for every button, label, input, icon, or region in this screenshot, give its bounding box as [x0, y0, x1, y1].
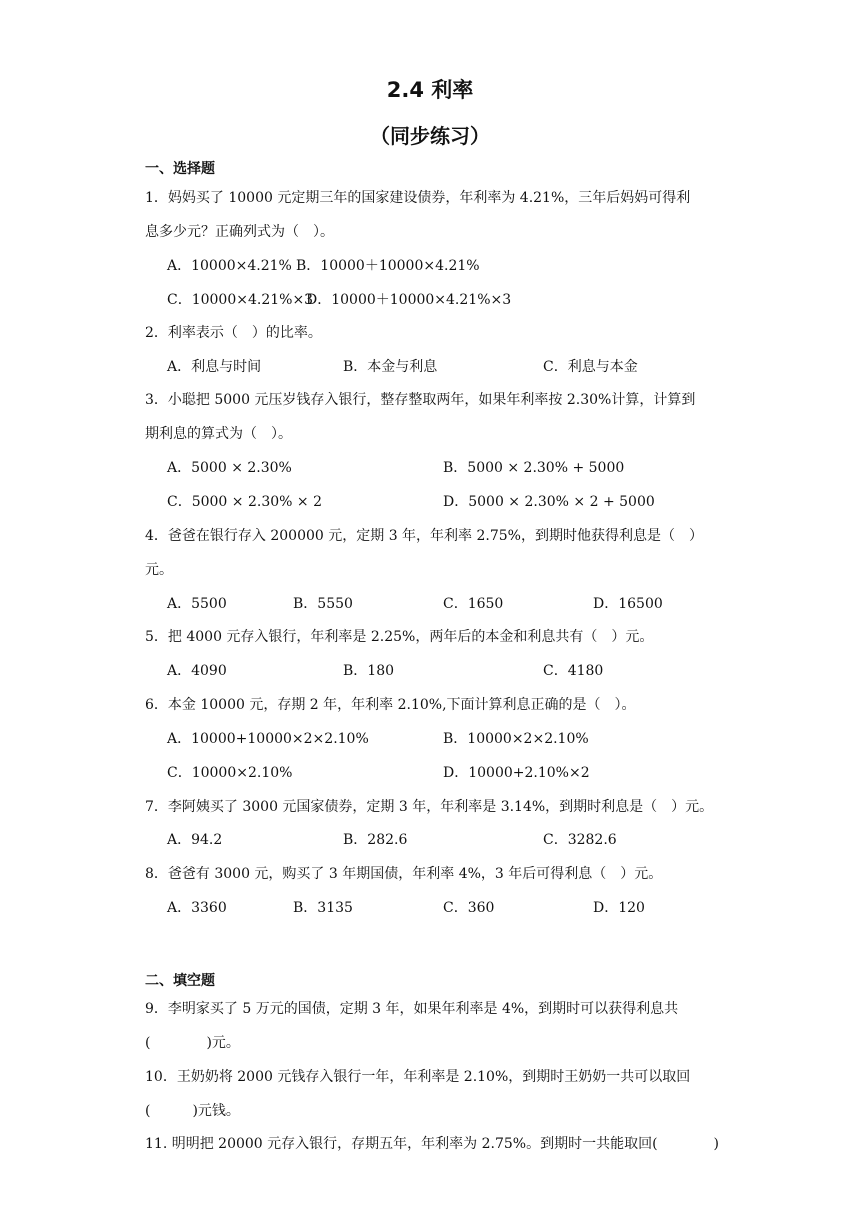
- question-11-text: 11. 明明把 20000 元存入银行，存期五年，年利率为 2.75%。到期时一共能取回( ): [145, 1136, 719, 1152]
- q1-option-c: C．10000×4.21%×3: [167, 292, 314, 308]
- question-3-text: 3．小聪把 5000 元压岁钱存入银行，整存整取两年，如果年利率按 2.30%计算，计算到: [145, 392, 696, 408]
- page-title: 2.4 利率: [386, 78, 474, 102]
- q7-option-c: C．3282.6: [543, 832, 617, 848]
- question-1-text-cont: 息多少元？正确列式为（ ）。: [145, 224, 334, 240]
- q6-option-d: D．10000+2.10%×2: [443, 765, 590, 781]
- q4-option-b: B．5550: [293, 596, 353, 612]
- q4-option-a: A．5500: [167, 596, 227, 612]
- q6-option-c: C．10000×2.10%: [167, 765, 293, 781]
- q5-option-a: A．4090: [167, 663, 227, 679]
- q7-option-a: A．94.2: [167, 832, 223, 848]
- question-4-text: 4．爸爸在银行存入 200000 元，定期 3 年，年利率 2.75%，到期时他获得利息是（ ）: [145, 528, 703, 544]
- question-8-text: 8．爸爸有 3000 元，购买了 3 年期国债，年利率 4%，3 年后可得利息（ ）元。: [145, 866, 663, 882]
- question-10-text-cont: ( )元钱。: [145, 1103, 240, 1119]
- q2-option-b: B．本金与利息: [343, 359, 438, 375]
- q5-option-b: B．180: [343, 663, 395, 679]
- q3-option-c: C．5000 × 2.30% × 2: [167, 494, 322, 510]
- question-6-text: 6．本金 10000 元，存期 2 年，年利率 2.10%,下面计算利息正确的是（ ）。: [145, 697, 636, 713]
- q7-option-b: B．282.6: [343, 832, 408, 848]
- q6-option-b: B．10000×2×2.10%: [443, 731, 589, 747]
- q1-option-d: D．10000＋10000×4.21%×3: [306, 292, 512, 308]
- question-3-text-cont: 期利息的算式为（ ）。: [145, 426, 292, 442]
- q1-option-a: A．10000×4.21%: [167, 258, 292, 274]
- question-9-text-cont: ( )元。: [145, 1035, 240, 1051]
- q8-option-d: D．120: [593, 900, 645, 916]
- q2-option-a: A．利息与时间: [167, 359, 262, 375]
- q5-option-c: C．4180: [543, 663, 604, 679]
- question-4-text-cont: 元。: [145, 562, 173, 578]
- q4-option-d: D．16500: [593, 596, 663, 612]
- q4-option-c: C．1650: [443, 596, 504, 612]
- question-9-text: 9．李明家买了 5 万元的国债，定期 3 年，如果年利率是 4%，到期时可以获得利息共: [145, 1001, 679, 1017]
- question-10-text: 10．王奶奶将 2000 元钱存入银行一年，年利率是 2.10%，到期时王奶奶一共可以取回: [145, 1069, 691, 1085]
- q3-option-a: A．5000 × 2.30%: [167, 460, 292, 476]
- q2-option-c: C．利息与本金: [543, 359, 638, 375]
- q8-option-c: C．360: [443, 900, 495, 916]
- q8-option-b: B．3135: [293, 900, 353, 916]
- q6-option-a: A．10000+10000×2×2.10%: [167, 731, 369, 747]
- page-subtitle: （同步练习）: [370, 124, 490, 148]
- q1-option-b: B．10000＋10000×4.21%: [296, 258, 480, 274]
- question-7-text: 7．李阿姨买了 3000 元国家债券，定期 3 年，年利率是 3.14%，到期时利息是（ ）元。: [145, 799, 714, 815]
- q8-option-a: A．3360: [167, 900, 227, 916]
- section-heading-choice: 一、选择题: [145, 161, 215, 177]
- question-5-text: 5．把 4000 元存入银行，年利率是 2.25%，两年后的本金和利息共有（ ）元。: [145, 629, 654, 645]
- section-heading-fill-blank: 二、填空题: [145, 973, 215, 989]
- question-2-text: 2．利率表示（ ）的比率。: [145, 325, 322, 341]
- q3-option-b: B．5000 × 2.30% + 5000: [443, 460, 625, 476]
- q3-option-d: D．5000 × 2.30% × 2 + 5000: [443, 494, 655, 510]
- question-1-text: 1．妈妈买了 10000 元定期三年的国家建设债券，年利率为 4.21%，三年后妈妈可得利: [145, 190, 691, 206]
